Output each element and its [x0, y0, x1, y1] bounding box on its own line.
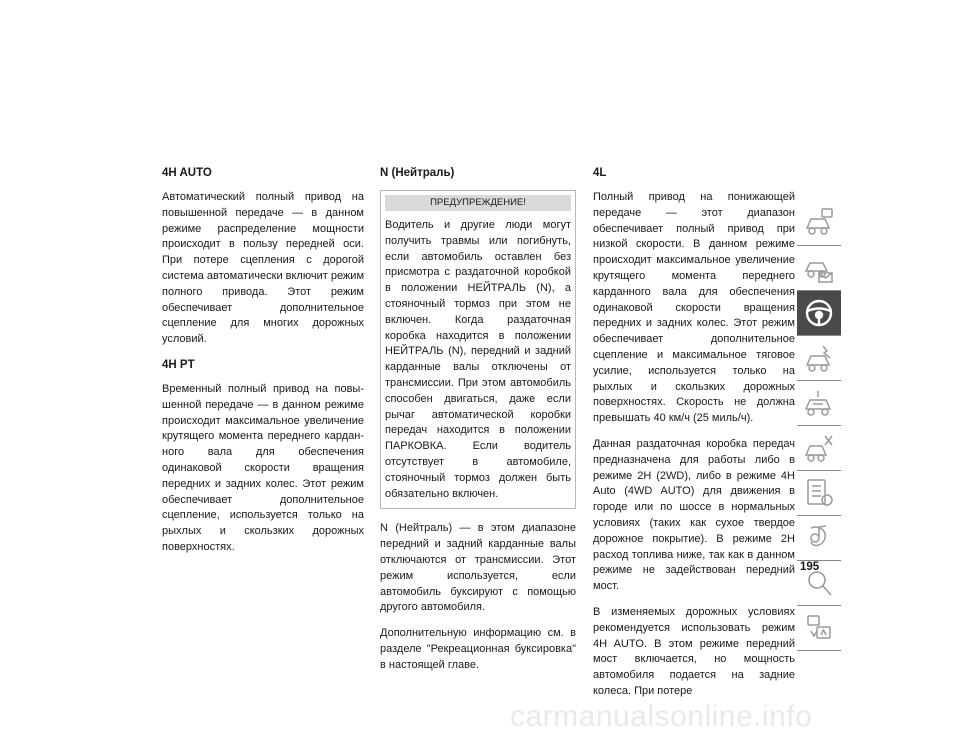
paragraph-transfer-case: Данная раздаточная коробка передач предназначена для работы либо в режиме 2H (2WD), либо в режиме 4H Auto (4WD AUTO) для движения в городе или по шоссе в нормальных условиях (таких как сухое твердое дорожное покрытие). В режиме 2H расход топлива ниже, так как в данном режиме не задействован передний мост. [593, 437, 795, 593]
tab-index[interactable] [797, 606, 841, 651]
music-nav-icon [803, 521, 835, 555]
column-right [593, 166, 795, 710]
page-number: 195 [800, 561, 820, 573]
checklist-icon [803, 476, 835, 510]
heading-4h-auto: 4H AUTO [162, 167, 212, 179]
tab-warranty[interactable] [797, 561, 841, 606]
warning-text: Водитель и другие люди могут получить травмы или погибнуть, если автомобиль оставлен без присмотра с раздаточной коробкой в положении НЕЙТРАЛЬ (N), а стояночный тормоз при этом не включен. Когда раздаточная коробка находится в положении НЕЙТРАЛЬ (N), передний и задний карданные валы отключены от трансмиссии. При этом автомобиль способен двигаться, даже если рычаг автоматической коробки передач находится в положении ПАРКОВКА. Если водитель отсутствует в автомобиле, стояночный тормоз должен быть обязательно включен. [385, 219, 571, 500]
paragraph-variable-conditions: В изменяемых дорожных условиях рекомендуется использовать режим 4H AUTO. В этом режиме передний мост включается, но мощность автомобиля подается на задние колеса. При потере [593, 605, 795, 697]
paragraph-towing-ref: Дополнительную информацию см. в разделе "Рекреационная буксировка" в настоящей главе. [380, 627, 576, 671]
car-wrench-icon [803, 431, 835, 465]
column-middle [380, 166, 576, 684]
paragraph-neutral: N (Нейтраль) — в этом диапазоне передний и задний карданные валы отключаются от трансмиссии. Этот режим используется, если автомобиль буксируют с помощью другого автомобиля. [380, 522, 576, 614]
tab-maintenance[interactable] [797, 426, 841, 471]
tab-specifications[interactable] [797, 471, 841, 516]
car-envelope-icon [803, 251, 835, 285]
paragraph-4h-auto: Автоматический полный привод на повышенной передаче — в данном режиме распределение мощности происходит в пользу передней оси. При потере сцепления с дорогой система автоматически включит режим полного привода. Этот режим обеспечивает дополнительное сцепление для многих дорожных условий. [162, 191, 365, 346]
car-crash-icon [803, 341, 835, 375]
heading-4l: 4L [593, 167, 607, 179]
warning-box [380, 190, 576, 509]
warning-title: ПРЕДУПРЕЖДЕНИЕ! [385, 195, 571, 211]
tab-getting-started[interactable] [797, 246, 841, 291]
steering-wheel-icon [803, 296, 835, 330]
magnifier-icon [803, 566, 835, 600]
tab-starting-operating[interactable] [797, 291, 841, 336]
chapter-tabs [797, 201, 841, 651]
paragraph-4l: Полный привод на понижающей передаче — этот диапазон обеспечивает полный привод при низкой скорости. В данном режиме происходит максимальное увеличение крутящего момента переднего карданного вала для обеспечения одинаковой скорости вращения передних и задних колес. Этот режим обеспечивает дополнительное сцепление и максимальное тяговое усилие, используется только на рыхлых и скользких дорожных поверхностях. Скорость не должна превышать 40 км/ч (25 миль/ч). [593, 191, 795, 425]
tab-safety[interactable] [797, 336, 841, 381]
car-service-icon [803, 386, 835, 420]
tab-emergency[interactable] [797, 381, 841, 426]
watermark: carmanualsonline.info [510, 700, 813, 733]
column-left [162, 166, 364, 566]
heading-4h-pt: 4H PT [162, 358, 195, 371]
paragraph-4h-pt: Временный полный привод на повышенной передаче — в данном режиме происходит максимальное увеличение крутящего момента переднего карданного вала для обеспечения одинаковой скорости вращения передних и задних колес. Этот режим обеспечивает дополнительное сцепление, используется только на рыхлых и скользких дорожных поверхностях. [162, 382, 364, 553]
car-dashboard-icon [803, 206, 835, 240]
tab-dashboard[interactable] [797, 201, 841, 246]
heading-neutral: N (Нейтраль) [380, 167, 455, 179]
languages-icon [803, 611, 835, 645]
tab-multimedia[interactable] [797, 516, 841, 561]
